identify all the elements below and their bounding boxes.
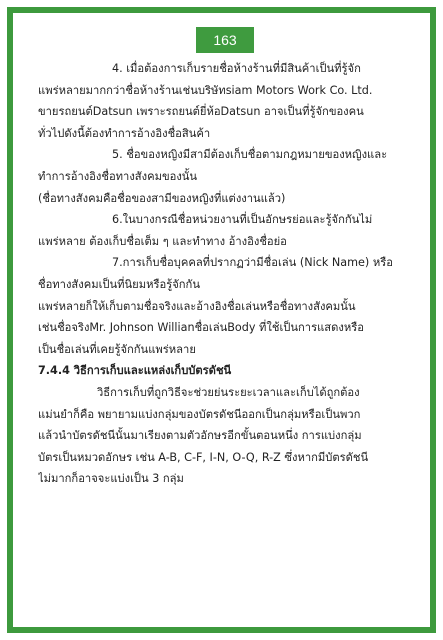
paragraph-line: 7.การเก็บชื่อบุคคลที่ปรากฏว่ามีชื่อเล่น (Nick Name) หรือ [112,256,393,270]
paragraph-line: ทำการอ้างอิงชื่อทางสังคมของนั้น [38,169,198,183]
paragraph-line: บัตรเป็นหมวดอักษร เช่น A-B, C-F, I-N, O-Q, R-Z ซึ่งหากมีบัตรดัชนี [38,450,369,464]
paragraph-line: เช่นชื่อจริงMr. Johnson Willianชื่อเล่นBody ที่ใช้เป็นการแสดงหรือ [38,321,364,335]
section-heading: 7.4.4 วิธีการเก็บและแหล่งเก็บบัตรดัชนี [38,364,232,378]
paragraph-line: วิธีการเก็บที่ถูกวิธีจะช่วยย่นระยะเวลาและเก็บได้ถูกต้อง [97,385,360,399]
paragraph-line: (ชื่อทางสังคมคือชื่อของสามีของหญิงที่แต่งงานแล้ว) [38,191,286,205]
paragraph-line: แล้วนำบัตรดัชนีนั้นมาเรียงตามตัวอักษรอีกขั้นตอนหนึ่ง การแบ่งกลุ่ม [38,429,362,443]
paragraph-line: แพร่หลาย ต้องเก็บชื่อเต็ม ๆ และทำทาง อ้างอิงชื่อย่อ [38,234,287,248]
paragraph-line: 4. เมื่อต้องการเก็บรายชื่อห้างร้านที่มีสินค้าเป็นที่รู้จัก [112,62,361,75]
paragraph-line: แพร่หลายก็ให้เก็บตามชื่อจริงและอ้างอิงชื่อเล่นหรือชื่อทางสังคมนั้น [38,299,356,313]
paragraph-line: 5. ชื่อของหญิงมีสามีต้องเก็บชื่อตามกฎหมายของหญิงและ [112,148,388,162]
paragraph-line: เป็นชื่อเล่นที่เคยรู้จักกันแพร่หลาย [38,342,196,356]
paragraph-line: 6.ในบางกรณีชื่อหน่วยงานที่เป็นอักษรย่อและรู้จักกันไม่ [112,213,373,227]
paragraph-line: แพร่หลายมากกว่าชื่อห้างร้านเช่นบริษัทsiam Motors Work Co. Ltd. [38,83,373,97]
page-number: 163 [196,27,254,53]
paragraph-line: ทั่วไปดังนี้ต้องทำการอ้างอิงชื่อสินค้า [38,126,211,140]
document-body [38,58,410,490]
paragraph-line: ขายรถยนต์Datsun เพราะรถยนต์ยี่ห้อDatsun อาจเป็นที่รู้จักของคน [38,105,364,119]
paragraph-line: แม่นยำก็คือ พยายามแบ่งกลุ่มของบัตรดัชนีออกเป็นกลุ่มหรือเป็นพวก [38,407,361,421]
paragraph-line: ไม่มากก็อาจจะแบ่งเป็น 3 กลุ่ม [38,472,184,486]
paragraph-line: ชื่อทางสังคมเป็นที่นิยมหรือรู้จักกัน [38,277,200,291]
